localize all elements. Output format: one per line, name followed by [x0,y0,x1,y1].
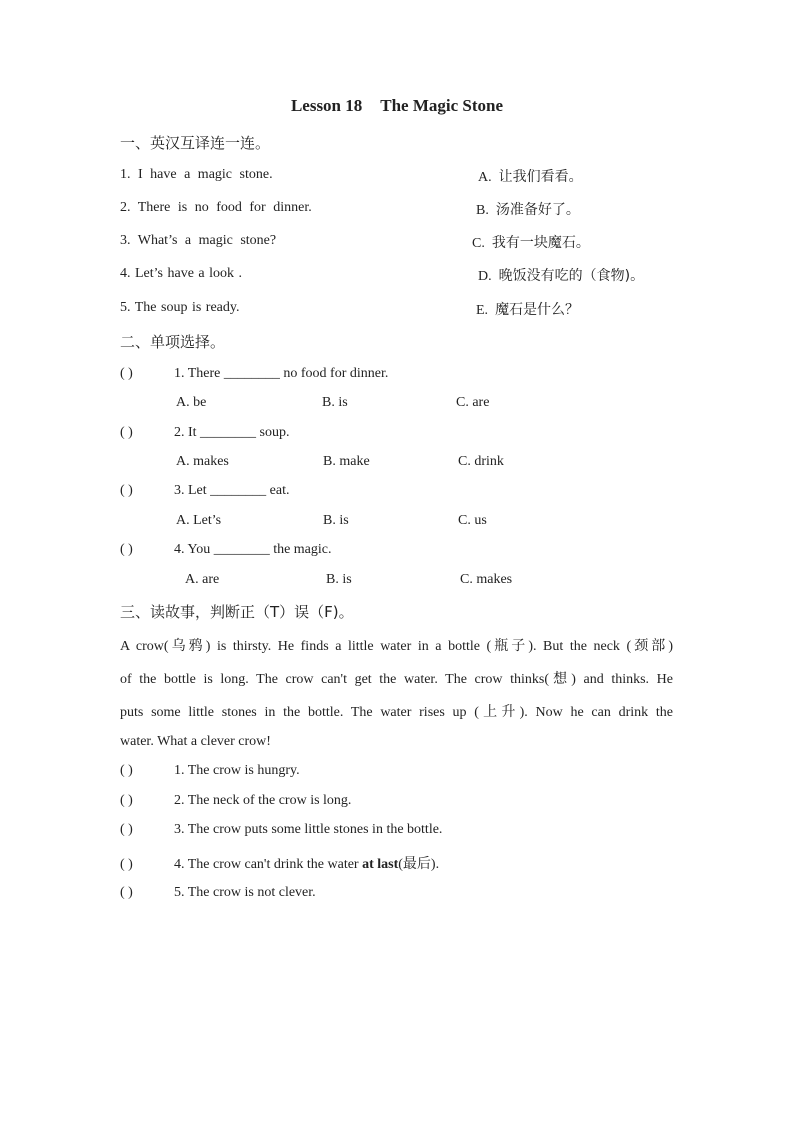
lesson-number: Lesson 18 [290,96,363,115]
match-right-a: A. 让我们看看。 [478,169,583,185]
bold-phrase: at last [362,857,399,872]
match-right-d: D. 晚饭没有吃的（食物)。 [478,268,645,284]
match-left-2: 2. There is no food for dinner. [120,200,312,215]
choice-question-2: ( ) 2. It ________ soup. [120,425,290,440]
match-right-b: B. 汤准备好了。 [476,202,580,218]
choice-4-option-b: B. is [326,572,352,587]
section3-heading: 三、读故事，判断正（T）误（F)。 [120,603,354,621]
match-left-5: 5. The soup is ready. [120,300,240,315]
judgment-3: ( ) 3. The crow puts some little stones in the bottle. [120,822,443,837]
choice-3-option-c: C. us [458,513,487,528]
section1-heading: 一、英汉互译连一连。 [120,134,271,152]
choice-question-3: ( ) 3. Let ________ eat. [120,483,290,498]
choice-4-option-a: A. are [185,572,220,587]
choice-1-option-c: C. are [456,395,490,410]
choice-question-1: ( ) 1. There ________ no food for dinner. [120,366,389,381]
match-left-3: 3. What’s a magic stone? [120,233,277,248]
story-line-1: A crow(乌鸦) is thirsty. He finds a little water in a bottle (瓶子). But the neck (颈部) [120,639,673,654]
choice-4-option-c: C. makes [460,572,513,587]
choice-2-option-a: A. makes [176,454,229,469]
match-right-e: E. 魔石是什么？ [476,302,580,318]
lesson-name: The Magic Stone [380,96,504,115]
judgment-1: ( ) 1. The crow is hungry. [120,763,300,778]
choice-3-option-a: A. Let’s [176,513,222,528]
story-line-4: water. What a clever crow! [120,734,271,749]
choice-2-option-b: B. make [323,454,370,469]
match-right-c: C. 我有一块魔石。 [472,235,590,251]
choice-1-option-b: B. is [322,395,348,410]
story-line-3: puts some little stones in the bottle. The water rises up (上升). Now he can drink the [120,705,673,720]
match-left-1: 1. I have a magic stone. [120,167,273,182]
section2-heading: 二、单项选择。 [120,333,226,351]
story-line-2: of the bottle is long. The crow can't get the water. The crow thinks(想) and thinks. He [120,672,673,687]
choice-question-4: ( ) 4. You ________ the magic. [120,542,332,557]
choice-1-option-a: A. be [176,395,207,410]
choice-2-option-c: C. drink [458,454,504,469]
judgment-4: ( ) 4. The crow can't drink the water at last(最后). [120,857,440,872]
judgment-5: ( ) 5. The crow is not clever. [120,885,316,900]
match-left-4: 4. Let’s have a look . [120,266,243,281]
page-title [0,96,794,116]
choice-3-option-b: B. is [323,513,349,528]
judgment-2: ( ) 2. The neck of the crow is long. [120,793,352,808]
